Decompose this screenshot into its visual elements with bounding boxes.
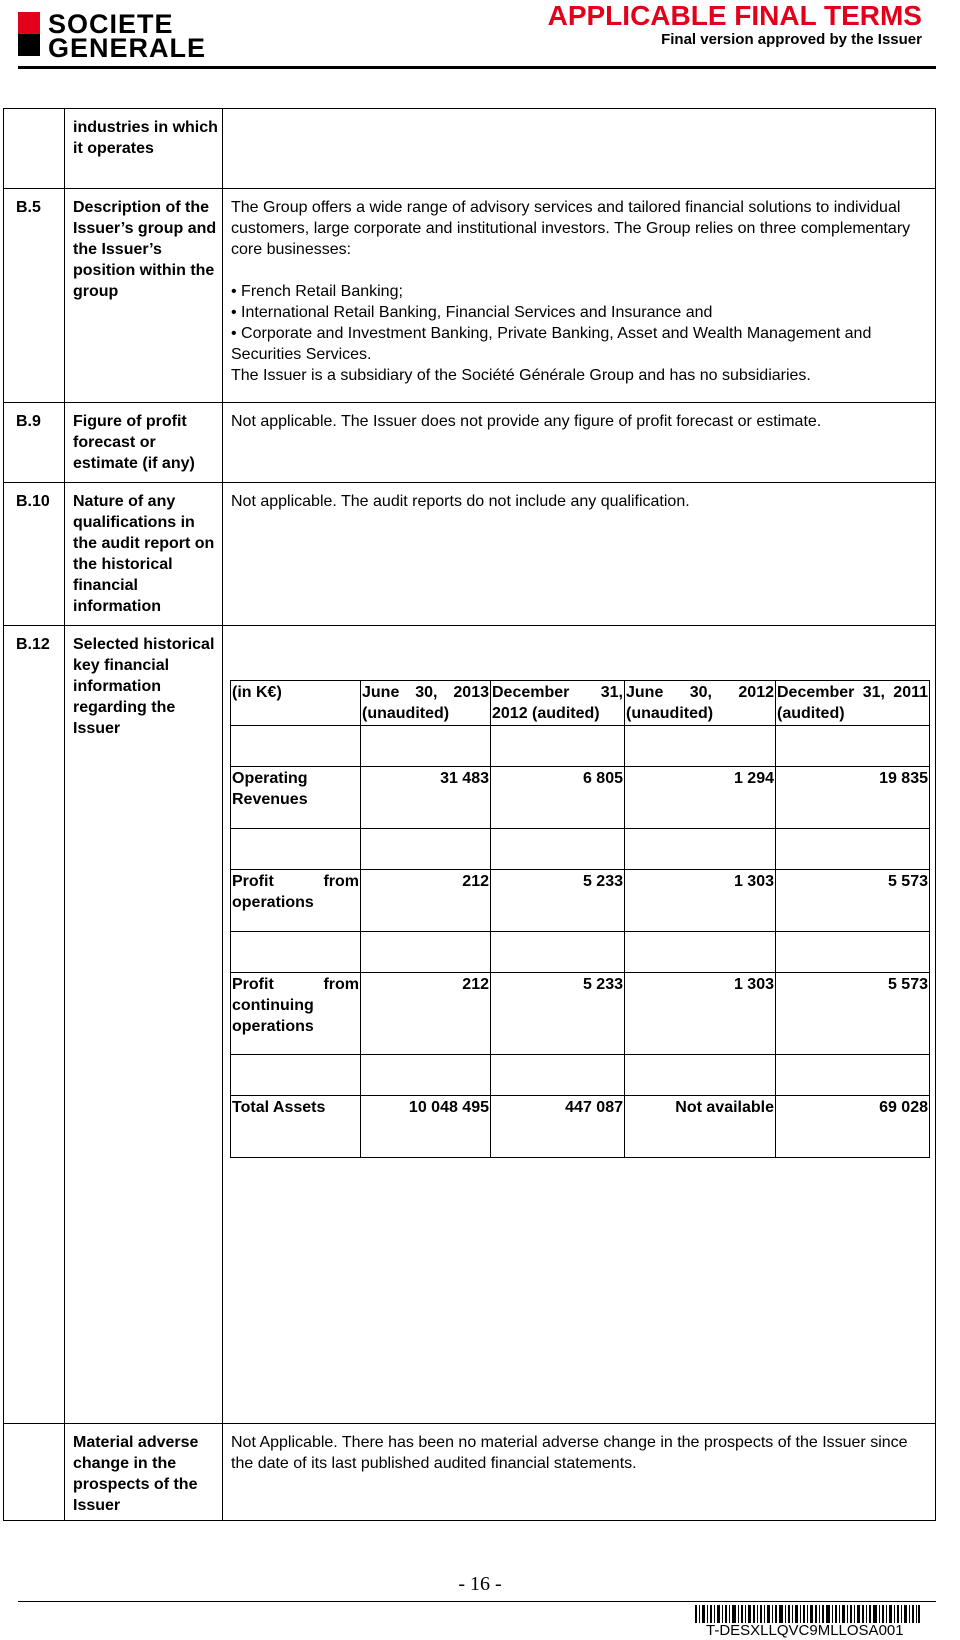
value-cell: 212 [361,973,491,1055]
row-label-profit-forecast: Figure of profit forecast or estimate (if any) [73,413,195,472]
row-label-cell: Operating Revenues [231,767,361,829]
page-number: - 16 - [458,1573,502,1595]
row-code-b5: B.5 [16,199,41,216]
table-row [231,973,930,1055]
value-cell: 212 [361,870,491,932]
list-item: • International Retail Banking, Financial Services and Insurance and [231,302,931,323]
value-cell: 19 835 [776,767,930,829]
value-cell: Not available [625,1096,776,1158]
material-adverse-change-text: Not Applicable. There has been no material adverse change in the prospects of the Issuer since the date of its last published audited financial statements. [231,1434,908,1472]
logo-line2: GENERALE [48,33,207,63]
value-cell: 1 303 [625,870,776,932]
row-label-material-adverse-change: Material adverse change in the prospects of the Issuer [73,1434,199,1514]
value-cell: 5 233 [491,870,625,932]
row-label-cell: Profit from operations [231,870,361,932]
value-cell: 5 573 [776,973,930,1055]
value-cell: 1 294 [625,767,776,829]
row-label-financial-information: Selected historical key financial information regarding the Issuer [73,636,215,737]
audit-qualifications-text: Not applicable. The audit reports do not include any qualification. [231,493,690,510]
paragraph-spacer [231,260,931,281]
logo-line1: SOCIETE [48,9,174,39]
row-label-audit-qualifications: Nature of any qualifications in the audit report on the historical financial information [73,493,215,615]
column-divider-2 [222,108,223,1521]
core-businesses-list [231,281,931,365]
value-cell: 6 805 [491,767,625,829]
header-cell-dec-2011: December 31, 2011 (audited) [776,681,930,726]
row-divider-r3 [3,625,936,626]
row-label-group-description: Description of the Issuer’s group and the Issuer’s position within the group [73,199,217,300]
header-cell-unit: (in K€) [231,681,361,726]
row-divider-r0 [3,188,936,189]
table-spacer-row [231,726,930,767]
row-code-b12: B.12 [16,636,50,653]
value-cell: 10 048 495 [361,1096,491,1158]
header-cell-jun-2012: June 30, 2012 (unaudited) [625,681,776,726]
profit-forecast-text: Not applicable. The Issuer does not provide any figure of profit forecast or estimate. [231,413,822,430]
logo-red-square [18,12,40,34]
table-row [231,1096,930,1158]
row-divider-r1 [3,402,936,403]
table-spacer-row [231,829,930,870]
footer-rule [18,1601,936,1602]
logo-black-square [18,34,40,56]
document-subtitle: Final version approved by the Issuer [661,31,922,48]
row-divider-r4 [3,1423,936,1424]
header-cell-dec-2012: December 31, 2012 (audited) [491,681,625,726]
value-cell: 447 087 [491,1096,625,1158]
group-description-body [231,197,931,386]
row-label-cell: Profit from continuing operations [231,973,361,1055]
table-spacer-row [231,1055,930,1096]
barcode-icon [695,1605,920,1623]
group-description-outro: The Issuer is a subsidiary of the Société Générale Group and has no subsidiaries. [231,367,811,384]
row-label-cell: Total Assets [231,1096,361,1158]
value-cell: 31 483 [361,767,491,829]
row-code-b10: B.10 [16,493,50,510]
value-cell: 5 233 [491,973,625,1055]
header-rule [18,66,936,69]
value-cell: 5 573 [776,870,930,932]
document-title: APPLICABLE FINAL TERMS [547,0,922,31]
table-row [231,767,930,829]
list-item: • Corporate and Investment Banking, Private Banking, Asset and Wealth Management and Securities Services. [231,323,931,365]
value-cell: 1 303 [625,973,776,1055]
row-divider-r2 [3,482,936,483]
header-cell-jun-2013: June 30, 2013 (unaudited) [361,681,491,726]
document-reference: T-DESXLLQVC9MLLOSA001 [706,1622,904,1639]
table-header-row [231,681,930,726]
row-label-industries: industries in which it operates [73,119,218,157]
group-description-intro: The Group offers a wide range of advisory services and tailored financial solutions to individual customers, large corporate and institutional investors. The Group relies on three complementary core businesses: [231,199,911,258]
value-cell: 69 028 [776,1096,930,1158]
table-row [231,870,930,932]
societe-generale-logo [18,9,248,63]
column-divider-1 [64,108,65,1521]
financial-information-table [230,680,930,1158]
table-spacer-row [231,932,930,973]
list-item: • French Retail Banking; [231,281,931,302]
row-code-b9: B.9 [16,413,41,430]
